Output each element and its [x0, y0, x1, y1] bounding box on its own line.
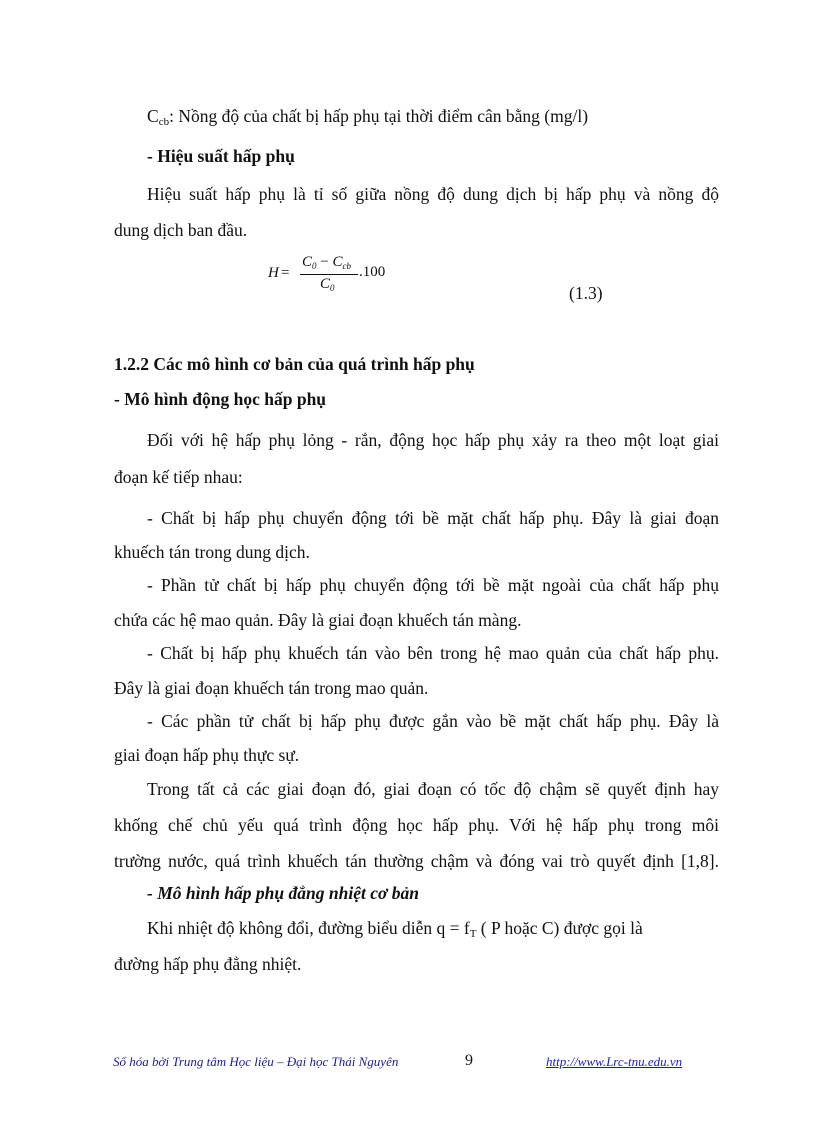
- heading-kinetic: - Mô hình động học hấp phụ: [114, 389, 327, 409]
- paragraph-line: Khi nhiệt độ không đổi, đường biểu diễn $q = f_T$ ( P hoặc C) được gọi là: [147, 918, 643, 940]
- ccb-symbol: C: [147, 106, 159, 126]
- list-item-continuation: khuếch tán trong dung dịch.: [114, 542, 310, 562]
- fraction-bar: [300, 274, 358, 275]
- list-item-continuation: chứa các hệ mao quản. Đây là giai đoạn khuếch tán màng.: [114, 610, 522, 630]
- paragraph-line: dung dịch ban đầu.: [114, 220, 248, 240]
- footer-url-link[interactable]: http://www.Lrc-tnu.edu.vn: [546, 1054, 683, 1069]
- paragraph-line: khống chế chủ yếu quá trình động học hấp phụ. Với hệ hấp phụ trong môi: [114, 815, 719, 835]
- list-item: - Các phần tử chất bị hấp phụ được gắn vào bề mặt chất hấp phụ. Đây là: [147, 711, 719, 731]
- heading-isotherm: - Mô hình hấp phụ đẳng nhiệt cơ bản: [147, 883, 419, 903]
- paragraph-line: đoạn kế tiếp nhau:: [114, 467, 243, 487]
- ccb-subscript: cb: [158, 116, 170, 128]
- paragraph-line: trường nước, quá trình khuếch tán thường chậm và đóng vai trò quyết định [1,8].: [114, 851, 719, 871]
- list-item-continuation: Đây là giai đoạn khuếch tán trong mao quản.: [114, 678, 429, 698]
- section-title: 1.2.2 Các mô hình cơ bản của quá trình hấp phụ: [114, 354, 475, 374]
- paragraph-line: Đối với hệ hấp phụ lỏng - rắn, động học hấp phụ xảy ra theo một loạt giai: [147, 430, 719, 450]
- ccb-definition: [147, 106, 588, 126]
- paragraph-line: Hiệu suất hấp phụ là tỉ số giữa nồng độ dung dịch bị hấp phụ và nồng độ: [147, 184, 719, 204]
- formula-multiplier: .100: [359, 264, 386, 280]
- ccb-text: : Nồng độ của chất bị hấp phụ tại thời điểm cân bằng (mg/l): [169, 106, 589, 126]
- formula-denominator: $C_0$: [320, 276, 335, 293]
- list-item: - Phần tử chất bị hấp phụ chuyển động tới bề mặt ngoài của chất hấp phụ: [147, 575, 719, 595]
- paragraph-line: Trong tất cả các giai đoạn đó, giai đoạn có tốc độ chậm sẽ quyết định hay: [147, 779, 719, 799]
- footer-source: Số hóa bởi Trung tâm Học liệu – Đại học Thái Nguyên: [113, 1054, 399, 1069]
- formula-lhs: H: [268, 265, 279, 281]
- list-item-continuation: giai đoạn hấp phụ thực sự.: [114, 745, 300, 765]
- paragraph-line: đường hấp phụ đẳng nhiệt.: [114, 954, 302, 974]
- formula-numerator: $C_0 - C_{cb}$: [302, 254, 351, 271]
- list-item: - Chất bị hấp phụ khuếch tán vào bên trong hệ mao quản của chất hấp phụ.: [147, 643, 719, 663]
- page-number: 9: [465, 1052, 473, 1069]
- equation-number: (1.3): [569, 283, 603, 303]
- list-item: - Chất bị hấp phụ chuyển động tới bề mặt chất hấp phụ. Đây là giai đoạn: [147, 508, 719, 528]
- formula-equals: =: [281, 265, 290, 281]
- heading-efficiency: - Hiệu suất hấp phụ: [147, 146, 295, 166]
